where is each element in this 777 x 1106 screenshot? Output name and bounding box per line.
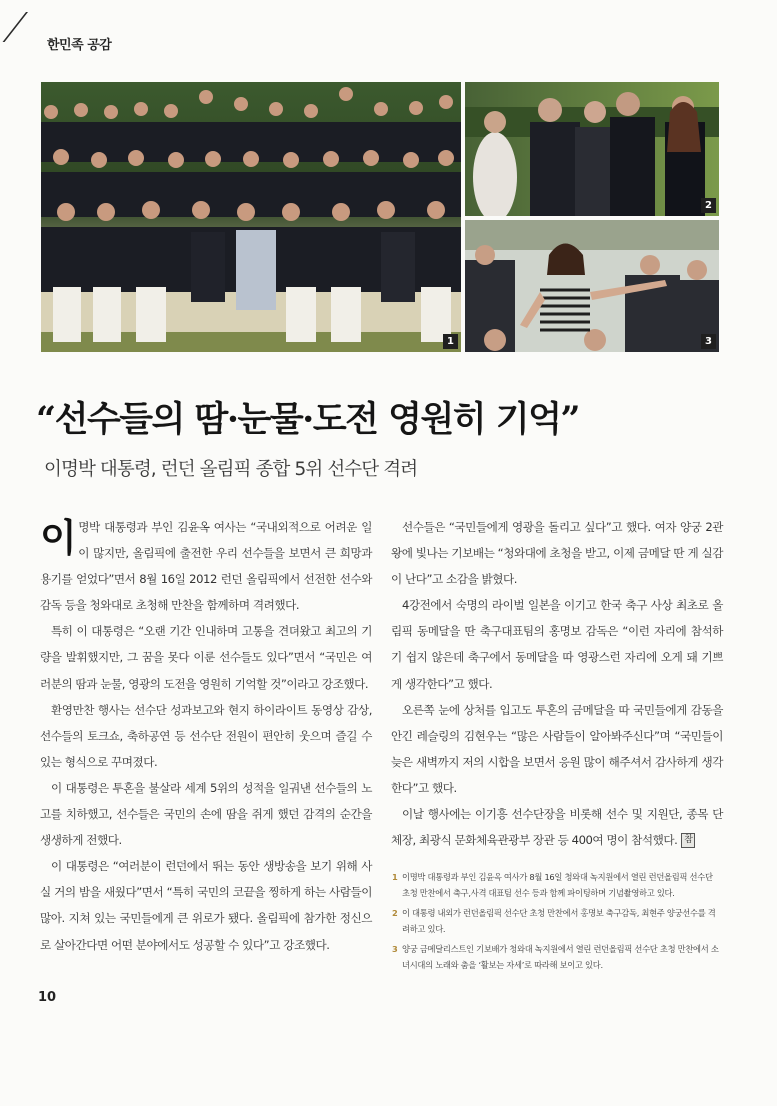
article-headline: “선수들의 땀·눈물·도전 영원히 기억” (36, 399, 580, 440)
dancing-photo-image (465, 220, 719, 352)
photo-number-badge: 2 (701, 198, 716, 213)
article-paragraph: 선수들은 “국민들에게 영광을 돌리고 싶다”고 했다. 여자 양궁 2관왕에 빛나는 기보배는 “청와대에 초청을 받고, 이제 금메달 딴 게 실감이 난다”고 소감을 밝혔다. (391, 520, 723, 587)
article-paragraph (391, 801, 723, 853)
photo-captions (392, 869, 722, 977)
article-column-right (391, 514, 723, 853)
caption-number: 1 (392, 872, 398, 882)
group-photo-image (41, 82, 461, 352)
photo-dancing (465, 220, 719, 352)
photo-group (41, 82, 461, 352)
article-paragraph: 환영만찬 행사는 선수단 성과보고와 현지 하이라이트 동영상 감상, 선수들의 토크쇼, 축하공연 등 선수단 전원이 편안히 웃으며 즐길 수 있는 형식으로 꾸며졌다. (40, 702, 372, 769)
article-paragraph (40, 514, 372, 618)
photo-number-badge: 3 (701, 334, 716, 349)
article-subhead: 이명박 대통령, 런던 올림픽 종합 5위 선수단 격려 (44, 459, 418, 480)
caption-item (392, 869, 722, 901)
end-mark-icon: 참 (681, 833, 695, 848)
caption-item (392, 905, 722, 937)
caption-number: 2 (392, 908, 398, 918)
section-label: 한민족 공감 (47, 38, 112, 53)
drop-cap: 이 (40, 515, 77, 560)
section-corner-mark (3, 12, 52, 42)
photo-handshake (465, 82, 719, 216)
caption-item (392, 941, 722, 973)
handshake-photo-image (465, 82, 719, 216)
page-number: 10 (38, 990, 57, 1005)
article-paragraph: 이 대통령은 투혼을 불살라 세계 5위의 성적을 일궈낸 선수들의 노고를 치하했고, 선수들은 국민의 손에 땀을 쥐게 했던 감격의 순간을 생생하게 전했다. (40, 780, 372, 848)
caption-text: 양궁 금메달리스트인 기보배가 청와대 녹지원에서 열린 런던올림픽 선수단 초청 만찬에서 소녀시대의 노래와 춤을 ‘활보는 자세’로 따라해 보이고 있다. (402, 944, 719, 970)
article-column-left (40, 514, 372, 958)
paragraph-text: 이날 행사에는 이기흥 선수단장을 비롯해 선수 및 지원단, 종목 단체장, 최광식 문화체육관광부 장관 등 400여 명이 참석했다. (391, 807, 723, 848)
article-paragraph: 오른쪽 눈에 상처를 입고도 투혼의 금메달을 따 국민들에게 감동을 안긴 레슬링의 김현우는 “많은 사람들이 알아봐주신다”며 “국민들이 늦은 새벽까지 저의 시합을 보면서 응원 많이 해주셔서 감사하게 생각한다”고 했다. (391, 702, 723, 795)
article-paragraph: 4강전에서 숙명의 라이벌 일본을 이기고 한국 축구 사상 최초로 올림픽 동메달을 딴 축구대표팀의 홍명보 감독은 “이런 자리에 참석하기 쉽지 않은데 축구에서 동메달을 따 영광스런 자리에 오게 돼 기쁘게 생각한다”고 했다. (391, 598, 723, 691)
photo-number-badge: 1 (443, 334, 458, 349)
paragraph-text: 명박 대통령과 부인 김윤옥 여사는 “국내외적으로 어려운 일이 많지만, 올림픽에 출전한 우리 선수들을 보면서 큰 희망과 용기를 얻었다”면서 8월 16일 2012 런던 올림픽에서 선전한 선수와 감독 등을 청와대로 초청해 만찬을 함께하며 격려했다. (40, 520, 372, 613)
caption-number: 3 (392, 944, 398, 954)
caption-text: 이 대통령 내외가 런던올림픽 선수단 초청 만찬에서 홍명보 축구감독, 최현주 양궁선수를 격려하고 있다. (402, 908, 716, 934)
caption-text: 이명박 대통령과 부인 김윤옥 여사가 8월 16일 청와대 녹지원에서 열린 런던올림픽 선수단 초청 만찬에서 축구,사격 대표팀 선수 등과 함께 파이팅하며 기념촬영하고 있다. (402, 872, 713, 898)
article-paragraph: 특히 이 대통령은 “오랜 기간 인내하며 고통을 견뎌왔고 최고의 기량을 발휘했지만, 그 꿈을 못다 이룬 선수들도 있다”면서 “국민은 여러분의 땀과 눈물, 영광의 도전을 영원히 기억할 것”이라고 강조했다. (40, 624, 372, 691)
article-paragraph: 이 대통령은 “여러분이 런던에서 뛰는 동안 생방송을 보기 위해 사실 거의 밤을 새웠다”면서 “특히 국민의 코끝을 찡하게 하는 사람들이 많아. 지쳐 있는 국민들에게 큰 위로가 됐다. 올림픽에 참가한 정신으로 살아간다면 어떤 분야에서도 성공할 수 있다”고 강조했다. (40, 859, 372, 952)
